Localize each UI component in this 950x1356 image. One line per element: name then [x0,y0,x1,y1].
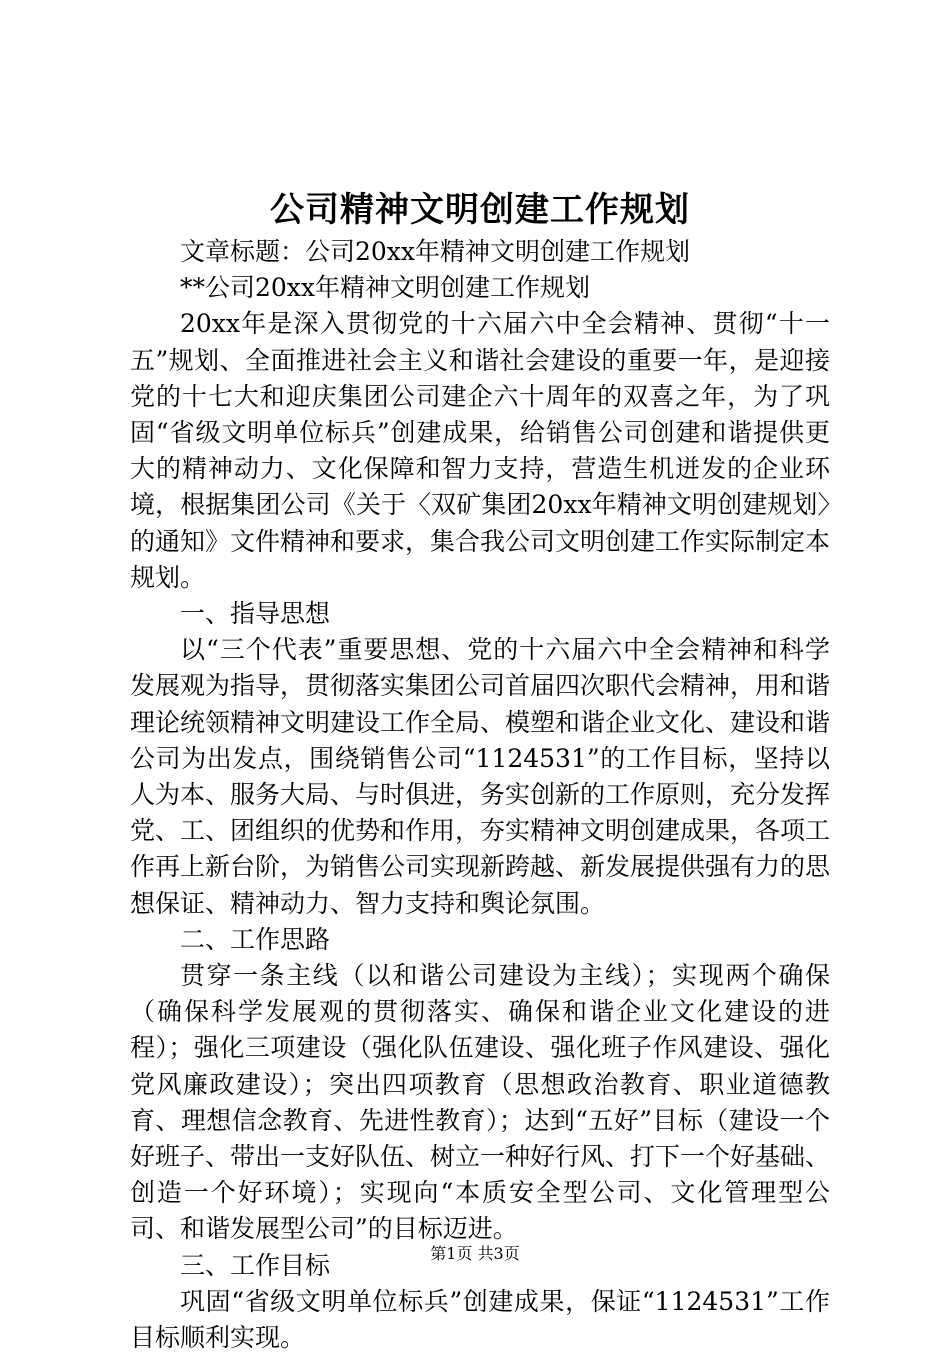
guiding-ideology-paragraph: 以“三个代表”重要思想、党的十六届六中全会精神和科学发展观为指导，贯彻落实集团公司首届四次职代会精神，用和谐理论统领精神文明建设工作全局、模塑和谐企业文化、建设和谐公司为出发点，围绕销售公司“1124531”的工作目标，坚持以人为本、服务大局、与时俱进，务实创新的工作原则，充分发挥党、工、团组织的优势和作用，夯实精神文明创建成果，各项工作再上新台阶，为销售公司实现新跨越、新发展提供强有力的思想保证、精神动力、智力支持和舆论氛围。 [130,635,831,918]
document-body [130,234,830,1356]
document-page [130,0,831,1353]
article-title-line: 文章标题：公司20xx年精神文明创建工作规划 [180,237,691,266]
section-heading-guiding-ideology: 一、指导思想 [180,599,331,629]
plan-name-line: **公司20xx年精神文明创建工作规划 [180,273,591,303]
section-heading-work-goals: 三、工作目标 [180,1250,331,1280]
document-title: 公司精神文明创建工作规划 [270,190,690,230]
section-heading-work-approach: 二、工作思路 [180,924,331,954]
work-goals-paragraph: 巩固“省级文明单位标兵”创建成果，保证“1124531”工作目标顺利实现。 [130,1286,830,1353]
page-number-footer: 第1页 共3页 [430,1244,520,1263]
intro-paragraph: 20xx年是深入贯彻党的十六届六中全会精神、贯彻“十一五”规划、全面推进社会主义和谐社会建设的重要一年，是迎接党的十七大和迎庆集团公司建企六十周年的双喜之年，为了巩固“省级文明单位标兵”创建成果，给销售公司创建和谐提供更大的精神动力、文化保障和智力支持，营造生机迸发的企业环境，根据集团公司《关于〈双矿集团20xx年精神文明创建规划〉的通知》文件精神和要求，集合我公司文明创建工作实际制定本规划。 [130,309,831,592]
work-approach-paragraph: 贯穿一条主线（以和谐公司建设为主线）；实现两个确保（确保科学发展观的贯彻落实、确保和谐企业文化建设的进程）；强化三项建设（强化队伍建设、强化班子作风建设、强化党风廉政建设）；突出四项教育（思想政治教育、职业道德教育、理想信念教育、先进性教育）；达到“五好”目标（建设一个好班子、带出一支好队伍、树立一种好行风、打下一个好基础、创造一个好环境）；实现向“本质安全型公司、文化管理型公司、和谐发展型公司”的目标迈进。 [130,961,831,1244]
